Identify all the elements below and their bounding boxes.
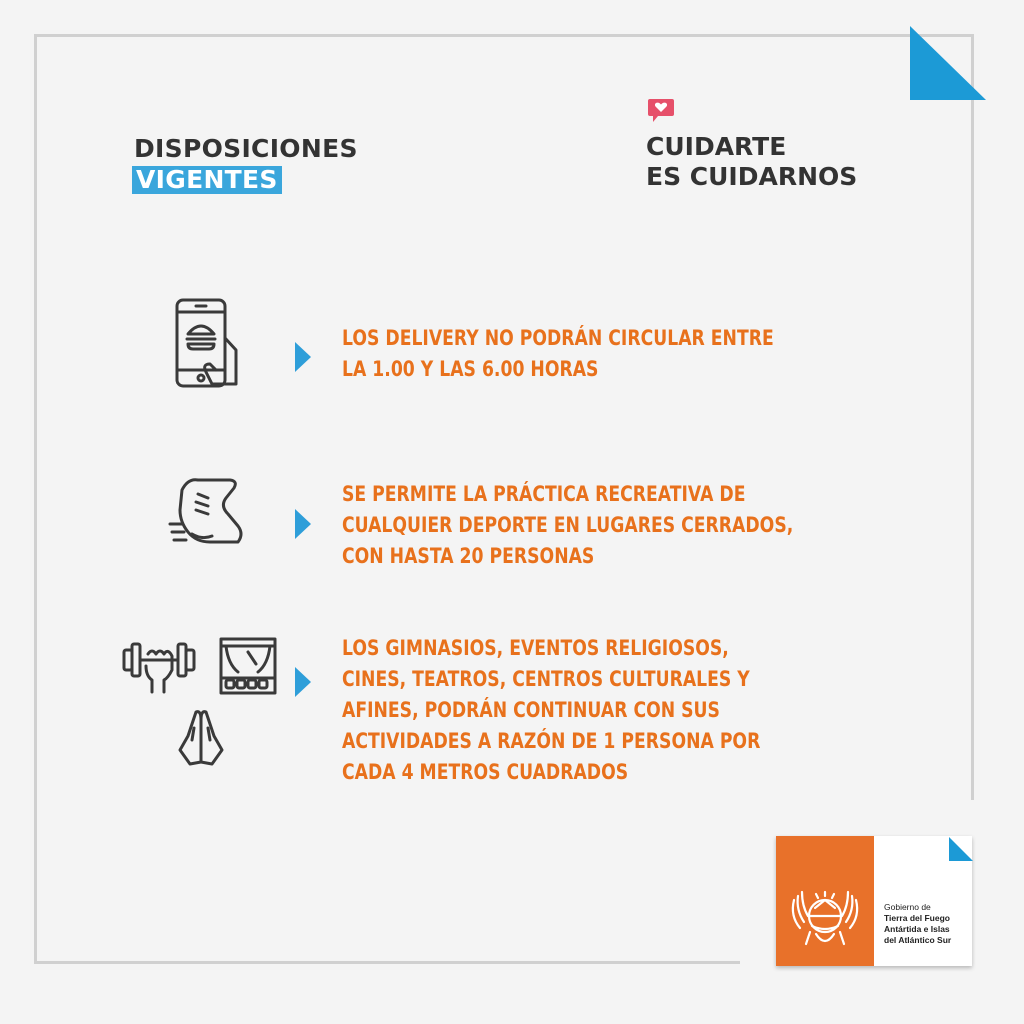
corner-triangle-icon: [908, 24, 988, 104]
item-line: CON HASTA 20 PERSONAS: [342, 544, 595, 568]
header-left-highlight: VIGENTES: [132, 166, 282, 194]
logo-corner-triangle-icon: [948, 836, 974, 862]
theater-stage-icon: [218, 636, 278, 696]
item-line: SE PERMITE LA PRÁCTICA RECREATIVA DE: [342, 482, 746, 506]
item-line: ACTIVIDADES A RAZÓN DE 1 PERSONA POR: [342, 729, 761, 753]
logo-line3: Antártida e Islas: [884, 924, 950, 934]
item-line: CINES, TEATROS, CENTROS CULTURALES Y: [342, 667, 750, 691]
item-delivery-text: [342, 323, 785, 385]
phone-burger-delivery-icon: [172, 298, 242, 390]
item-line: LOS DELIVERY NO PODRÁN CIRCULAR ENTRE: [342, 326, 774, 350]
header-right-line1: CUIDARTE: [646, 132, 787, 161]
logo-emblem-panel: [776, 836, 874, 966]
heart-speech-bubble-icon: [646, 96, 676, 126]
header-right: [646, 132, 857, 192]
logo-line1: Gobierno de: [884, 902, 931, 912]
item-sports-text: [342, 479, 794, 572]
praying-hands-icon: [176, 706, 226, 768]
item-venues-text: [342, 633, 785, 788]
item-line: AFINES, PODRÁN CONTINUAR CON SUS: [342, 698, 720, 722]
running-shoe-icon: [168, 476, 246, 548]
provincial-emblem-icon: [788, 886, 862, 952]
logo-line2: Tierra del Fuego: [884, 913, 950, 923]
item-line: CUALQUIER DEPORTE EN LUGARES CERRADOS,: [342, 513, 794, 537]
item-line: CADA 4 METROS CUADRADOS: [342, 760, 629, 784]
logo-text: [884, 902, 951, 946]
header-left-line1: DISPOSICIONES: [134, 134, 358, 163]
dumbbell-hand-icon: [122, 636, 196, 694]
item-line: LOS GIMNASIOS, EVENTOS RELIGIOSOS,: [342, 636, 729, 660]
header-left: [134, 134, 358, 195]
item-line: LA 1.00 Y LAS 6.00 HORAS: [342, 357, 599, 381]
logo-line4: del Atlántico Sur: [884, 935, 952, 945]
arrow-right-icon: [294, 666, 312, 698]
header-right-line2: ES CUIDARNOS: [646, 162, 858, 191]
arrow-right-icon: [294, 508, 312, 540]
arrow-right-icon: [294, 341, 312, 373]
government-logo: [776, 836, 972, 966]
frame-gap-bottom: [740, 955, 780, 975]
